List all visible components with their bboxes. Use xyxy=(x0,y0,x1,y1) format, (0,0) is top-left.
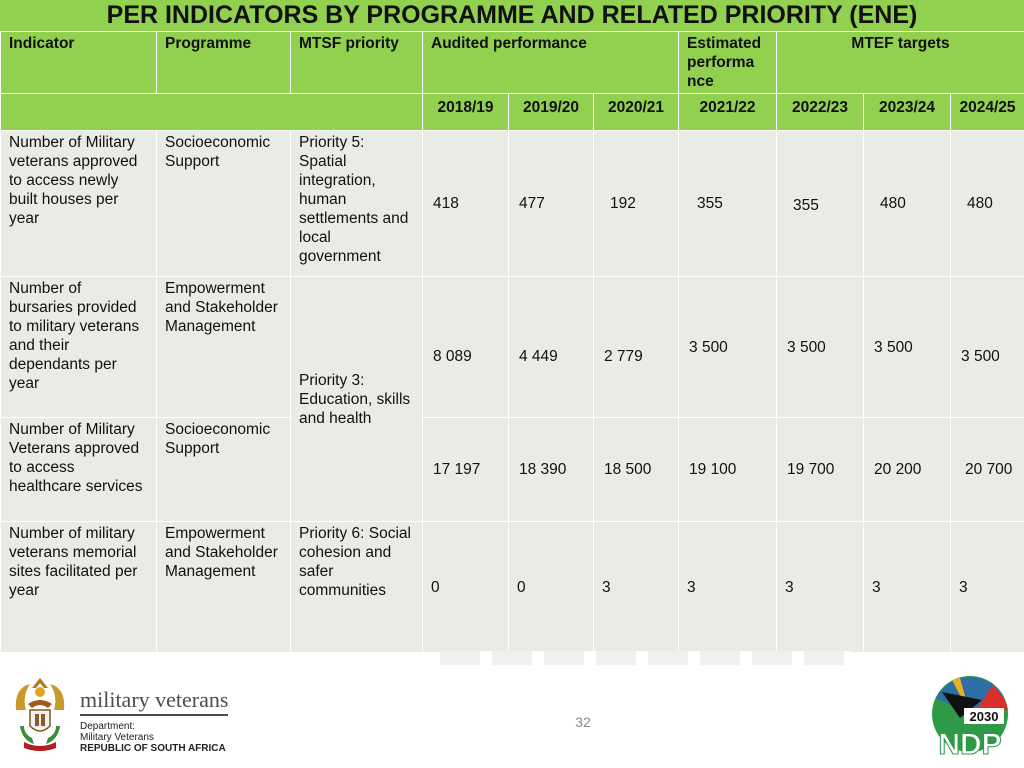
page-title: PER INDICATORS BY PROGRAMME AND RELATED PRIORITY (ENE) xyxy=(0,0,1024,31)
value-cell: 20 700 xyxy=(951,418,1024,522)
header-row-top xyxy=(1,32,1024,94)
priority-cell: Priority 5: Spatial integration, human settlements and local government xyxy=(291,131,423,277)
programme-cell: Empowerment and Stakeholder Management xyxy=(157,277,291,418)
value-cell: 2 779 xyxy=(594,277,679,418)
ndp-year: 2030 xyxy=(969,709,999,724)
header-estimated-performance: Estimated performa nce xyxy=(679,32,777,94)
value-cell: 20 200 xyxy=(864,418,951,522)
indicator-cell: Number of military veterans memorial sites facilitated per year xyxy=(1,522,157,653)
value-cell: 418 xyxy=(423,131,509,277)
table-row xyxy=(1,522,1024,653)
value-cell: 3 500 xyxy=(777,277,864,418)
table-row xyxy=(1,418,1024,522)
value-cell: 3 500 xyxy=(864,277,951,418)
header-mtsf-priority: MTSF priority xyxy=(291,32,423,94)
brand-line-2: Military Veterans xyxy=(80,731,154,743)
year-header: 2024/25 xyxy=(951,94,1024,131)
value-cell: 18 500 xyxy=(594,418,679,522)
year-header: 2021/22 xyxy=(679,94,777,131)
value-cell: 192 xyxy=(594,131,679,277)
department-brand xyxy=(80,688,228,754)
value-cell: 3 xyxy=(679,522,777,653)
year-header: 2023/24 xyxy=(864,94,951,131)
value-cell: 3 xyxy=(951,522,1024,653)
header-row-years xyxy=(1,94,1024,131)
watermark-strip xyxy=(440,651,850,665)
value-cell: 3 500 xyxy=(679,277,777,418)
year-header: 2022/23 xyxy=(777,94,864,131)
programme-cell: Socioeconomic Support xyxy=(157,418,291,522)
brand-line-1: Department: xyxy=(80,720,136,732)
header-programme: Programme xyxy=(157,32,291,94)
value-cell: 8 089 xyxy=(423,277,509,418)
value-cell: 17 197 xyxy=(423,418,509,522)
header-blank xyxy=(1,94,423,131)
page-number: 32 xyxy=(575,714,591,730)
priority-cell: Priority 3: Education, skills and health xyxy=(291,277,423,522)
brand-name: military veterans xyxy=(80,687,229,712)
value-cell: 477 xyxy=(509,131,594,277)
year-header: 2018/19 xyxy=(423,94,509,131)
value-cell: 19 700 xyxy=(777,418,864,522)
header-audited-performance: Audited performance xyxy=(423,32,679,94)
ndp-2030-logo-icon xyxy=(922,674,1018,760)
header-indicator: Indicator xyxy=(1,32,157,94)
ndp-text: NDP xyxy=(938,728,1002,760)
value-cell: 480 xyxy=(864,131,951,277)
table-row xyxy=(1,277,1024,418)
value-cell: 480 xyxy=(951,131,1024,277)
indicator-cell: Number of Military veterans approved to access newly built houses per year xyxy=(1,131,157,277)
value-cell: 3 xyxy=(864,522,951,653)
programme-cell: Socioeconomic Support xyxy=(157,131,291,277)
performance-table xyxy=(0,31,1024,653)
indicator-cell: Number of bursaries provided to military veterans and their dependants per year xyxy=(1,277,157,418)
programme-cell: Empowerment and Stakeholder Management xyxy=(157,522,291,653)
value-cell: 3 xyxy=(777,522,864,653)
value-cell: 19 100 xyxy=(679,418,777,522)
year-header: 2019/20 xyxy=(509,94,594,131)
value-cell: 0 xyxy=(423,522,509,653)
value-cell: 3 500 xyxy=(951,277,1024,418)
value-cell: 355 xyxy=(679,131,777,277)
value-cell: 4 449 xyxy=(509,277,594,418)
brand-divider xyxy=(80,714,228,716)
south-africa-coat-of-arms-icon xyxy=(8,674,72,756)
indicator-cell: Number of Military Veterans approved to access healthcare services xyxy=(1,418,157,522)
year-header: 2020/21 xyxy=(594,94,679,131)
priority-cell: Priority 6: Social cohesion and safer communities xyxy=(291,522,423,653)
brand-line-3: REPUBLIC OF SOUTH AFRICA xyxy=(80,742,226,754)
header-mtef-targets: MTEF targets xyxy=(777,32,1024,94)
value-cell: 0 xyxy=(509,522,594,653)
table-row xyxy=(1,131,1024,277)
value-cell: 355 xyxy=(777,131,864,277)
value-cell: 3 xyxy=(594,522,679,653)
value-cell: 18 390 xyxy=(509,418,594,522)
